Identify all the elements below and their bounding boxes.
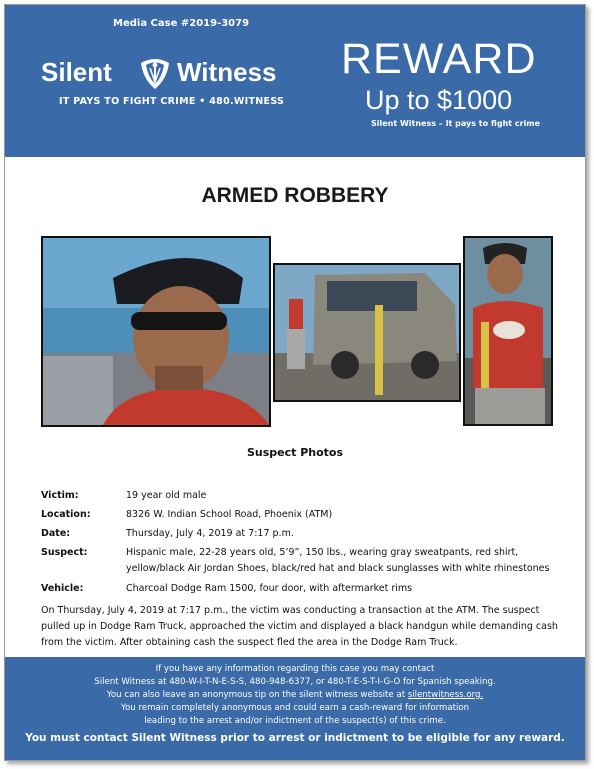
logo-text-silent: Silent <box>41 57 112 87</box>
footer-contact-info <box>5 663 585 728</box>
detail-value: Hispanic male, 22-28 years old, 5’9”, 150 lbs., wearing gray sweatpants, red shirt, <box>126 547 519 558</box>
detail-row-victim <box>41 488 561 504</box>
suspect-photo-closeup <box>41 236 271 427</box>
eye-logo-icon <box>137 53 173 91</box>
footer-line: Silent Witness at 480-W-I-T-N-E-S-S, 480-948-6377, or 480-T-E-S-T-I-G-O for Spanish speaking. <box>94 677 496 687</box>
detail-value: 8326 W. Indian School Road, Phoenix (ATM) <box>126 509 333 520</box>
detail-label: Location: <box>41 509 91 520</box>
header-banner <box>5 5 585 157</box>
logo-text-witness: Witness <box>177 57 277 87</box>
footer-line: You remain completely anonymous and could earn a cash-reward for information <box>120 703 470 713</box>
reward-tagline: Silent Witness – It pays to fight crime <box>371 119 541 128</box>
reward-amount: Up to $1000 <box>365 85 513 115</box>
case-narrative: On Thursday, July 4, 2019 at 7:17 p.m., the victim was conducting a transaction at the ATM. The suspect pulled up in Dodge Ram Truck, approached the victim and displayed a black handgun while demanding cash from the victim. After obtaining cash the suspect fled the area in the Dodge Ram Truck. <box>41 605 558 648</box>
suspect-photo-standing <box>463 236 553 426</box>
logo-tagline: IT PAYS TO FIGHT CRIME • 480.WITNESS <box>59 96 285 107</box>
footer-line: leading to the arrest and/or indictment of the suspect(s) of this crime. <box>144 716 446 726</box>
reward-title: REWARD <box>341 35 537 83</box>
detail-label: Victim: <box>41 490 79 501</box>
detail-label: Vehicle: <box>41 583 84 594</box>
detail-row-date <box>41 526 561 542</box>
detail-row-location <box>41 507 561 523</box>
case-details <box>41 488 561 597</box>
website-link[interactable]: silentwitness.org. <box>407 690 484 700</box>
footer-web-text: You can also leave an anonymous tip on the silent witness website at <box>106 690 408 700</box>
detail-row-suspect <box>41 545 561 577</box>
flyer <box>4 4 586 761</box>
footer-banner <box>5 657 585 760</box>
case-title: ARMED ROBBERY <box>201 184 389 207</box>
detail-label: Suspect: <box>41 547 88 558</box>
footer-eligibility-notice: You must contact Silent Witness prior to arrest or indictment to be eligible for any reward. <box>25 732 565 744</box>
detail-label: Date: <box>41 528 71 539</box>
detail-row-vehicle <box>41 581 561 597</box>
media-case-number: Media Case #2019-3079 <box>113 18 250 29</box>
photos-caption: Suspect Photos <box>246 446 344 459</box>
detail-value: 19 year old male <box>126 490 207 501</box>
detail-value-continued: yellow/black Air Jordan Shoes, black/red hat and black sunglasses with white rhinestones <box>126 563 550 574</box>
suspect-photo-truck <box>273 263 461 402</box>
footer-line <box>5 689 585 702</box>
detail-value: Charcoal Dodge Ram 1500, four door, with aftermarket rims <box>126 583 413 594</box>
detail-value: Thursday, July 4, 2019 at 7:17 p.m. <box>126 528 294 539</box>
footer-line: If you have any information regarding this case you may contact <box>155 664 435 674</box>
